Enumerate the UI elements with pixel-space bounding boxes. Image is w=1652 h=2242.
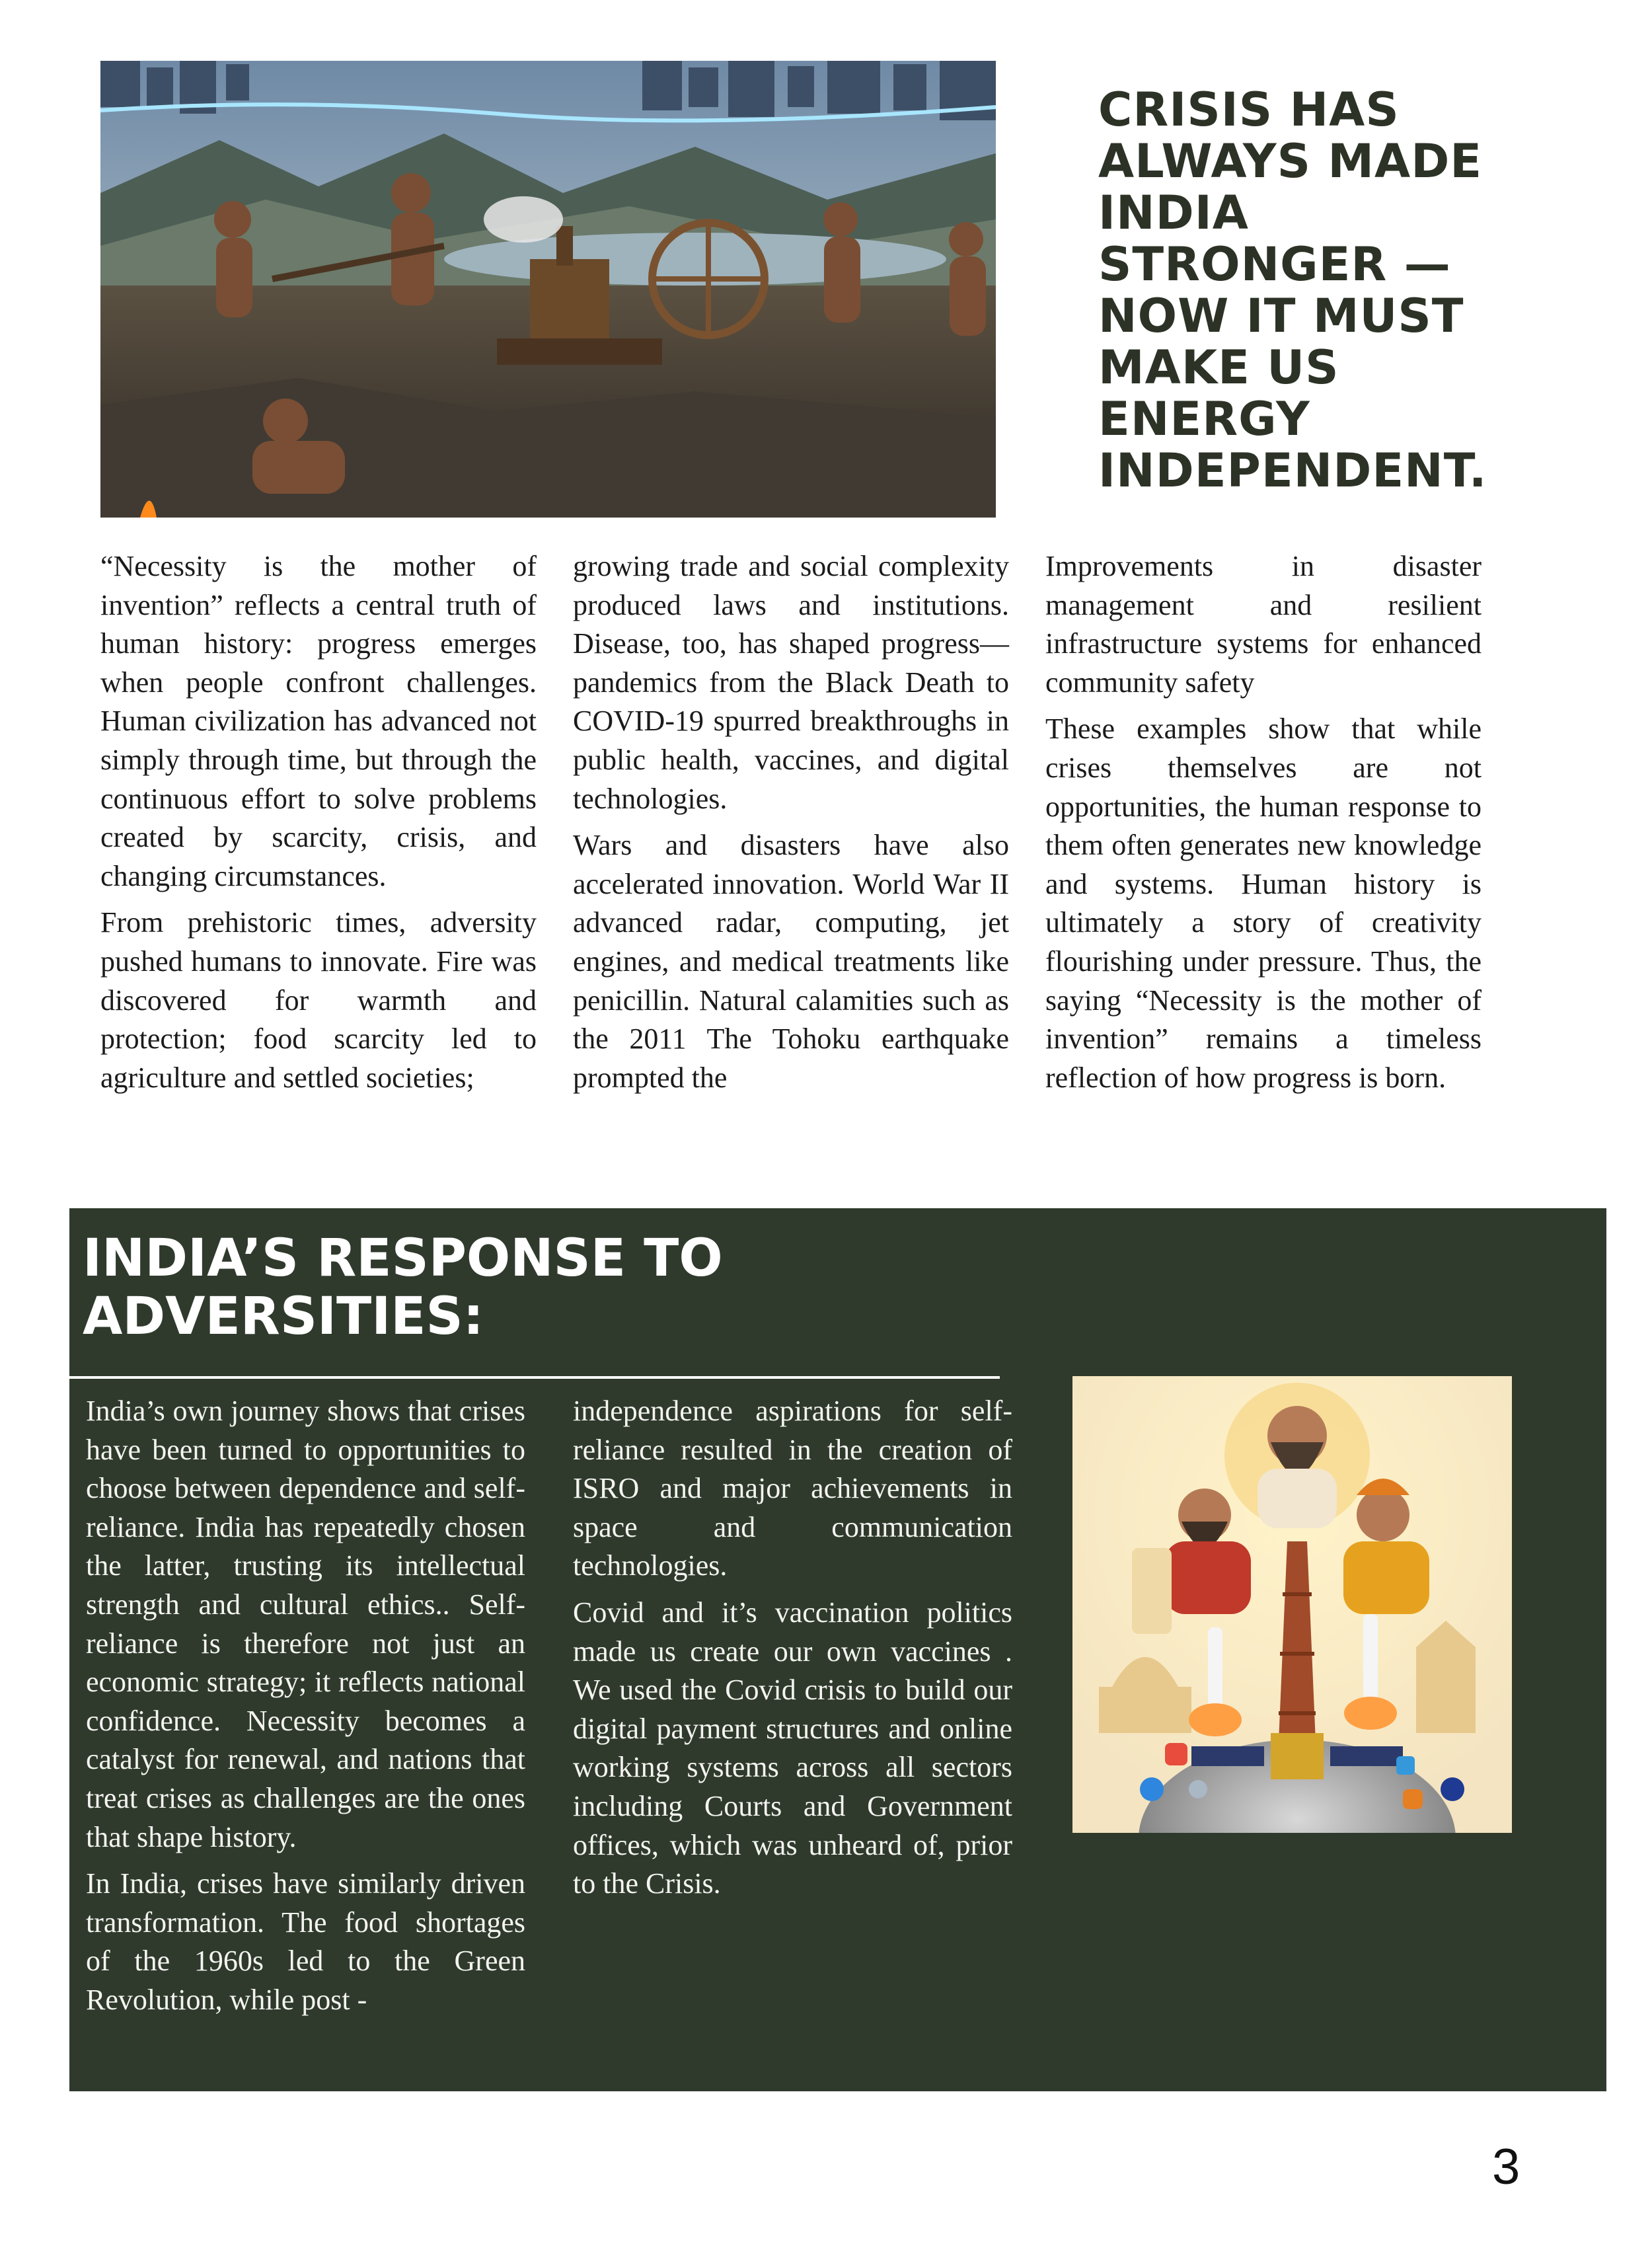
paragraph: Improvements in disaster management and resilient infrastructure systems for enhanced community safety (1045, 550, 1482, 699)
panel-column-2 (573, 1392, 1012, 1912)
paragraph: From prehistoric times, adversity pushed humans to innovate. Fire was discovered for warmth and protection; food scarcity led to agriculture and settled societies; (100, 906, 537, 1094)
headline-line: STRONGER — (1098, 237, 1451, 291)
panel-divider (69, 1376, 1000, 1379)
paragraph: In India, crises have similarly driven transformation. The food shortages of the 1960s led to the Green Revolution, while post - (86, 1867, 525, 2016)
paragraph: independence aspirations for self-reliance resulted in the creation of ISRO and major achievements in space and communication technologies. (573, 1395, 1012, 1582)
article-column-3 (1045, 547, 1482, 1105)
headline-line: ENERGY (1098, 392, 1310, 446)
headline-line: INDIA (1098, 186, 1249, 240)
adversities-panel (69, 1208, 1606, 2091)
article-column-1 (100, 547, 537, 1105)
paragraph: “Necessity is the mother of invention” reflects a central truth of human history: progress emerges when people confront challenges. Human civilization has advanced not simply through time, but through the continuous effort to solve problems created by scarcity, crisis, and changing circumstances. (100, 550, 537, 892)
paragraph: India’s own journey shows that crises have been turned to opportunities to choose between dependence and self-reliance. India has repeatedly chosen the latter, trusting its intellectual strength and cultural ethics.. Self-reliance is therefore not just an economic strategy; it reflects national confidence. Necessity becomes a catalyst for renewal, and nations that treat crises as challenges are the ones that shape history. (86, 1395, 525, 1853)
paragraph: Wars and disasters have also accelerated innovation. World War II advanced radar, computing, jet engines, and medical treatments like penicillin. Natural calamities such as the 2011 The Tohoku earthquake prompted the (573, 829, 1009, 1094)
paragraph: These examples show that while crises themselves are not opportunities, the human response to them often generates new knowledge and systems. Human history is ultimately a story of creativity flourishing under pressure. Thus, the saying “Necessity is the mother of invention” remains a timeless reflection of how progress is born. (1045, 713, 1482, 1094)
panel-title-line: ADVERSITIES: (83, 1287, 484, 1346)
headline-line: INDEPENDENT. (1098, 444, 1487, 498)
headline (1098, 84, 1561, 496)
hero-illustration (100, 61, 996, 518)
paragraph: Covid and it’s vaccination politics made us create our own vaccines . We used the Covid crisis to build our digital payment structures and online working systems across all sectors including Courts and Government offices, which was unheard of, prior to the Crisis. (573, 1596, 1012, 1900)
paragraph: growing trade and social complexity produced laws and institutions. Disease, too, has shaped progress—pandemics from the Black Death to COVID-19 spurred breakthroughs in public health, vaccines, and digital technologies. (573, 550, 1009, 815)
headline-line: MAKE US (1098, 340, 1339, 395)
page-number: 3 (1492, 2139, 1521, 2195)
headline-line: ALWAYS MADE (1098, 134, 1483, 188)
panel-title (83, 1229, 942, 1346)
article-column-2 (573, 547, 1009, 1105)
panel-title-line: INDIA’S RESPONSE TO (83, 1229, 723, 1288)
panel-column-1 (86, 1392, 525, 2028)
headline-line: CRISIS HAS (1098, 83, 1400, 137)
headline-line: NOW IT MUST (1098, 289, 1464, 343)
india-progress-illustration (1072, 1376, 1512, 1833)
